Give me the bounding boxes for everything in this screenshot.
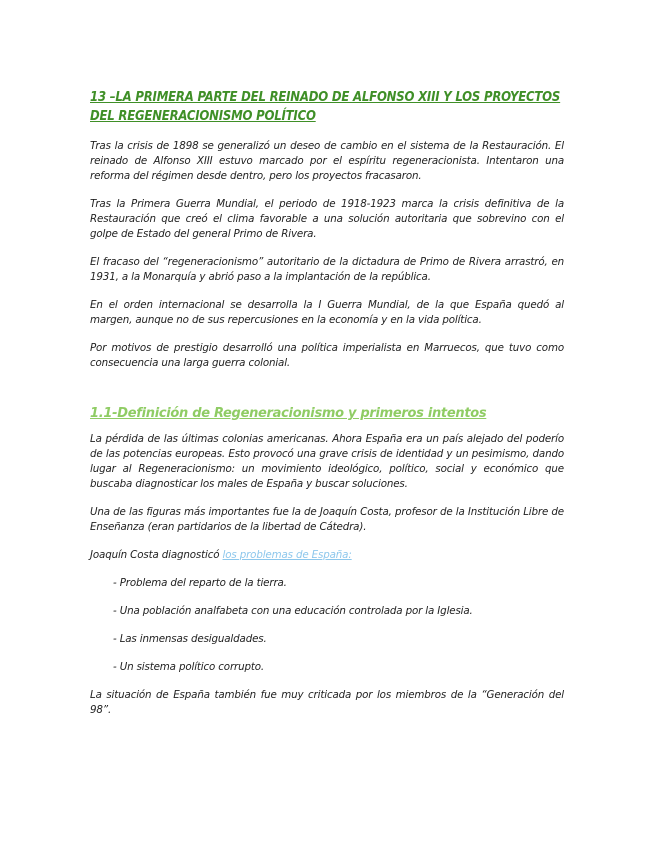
list-item: - Una población analfabeta con una educación controlada por la Iglesia. [113, 605, 473, 617]
intro-paragraph-1: Tras la crisis de 1898 se generalizó un deseo de cambio en el sistema de la Restauración. El reinado de Alfonso XIII estuvo marcado por el espíritu regeneracionista. Intentaron una reforma del régimen desde dentro, pero los proyectos fracasaron. [90, 140, 564, 182]
intro-paragraph-2: Tras la Primera Guerra Mundial, el periodo de 1918-1923 marca la crisis definitiva de la Restauración que creó el clima favorable a una solución autoritaria que sobrevino con el golpe de Estado del general Primo de Rivera. [90, 198, 564, 240]
intro-paragraph-5: Por motivos de prestigio desarrolló una política imperialista en Marruecos, que tuvo como consecuencia una larga guerra colonial. [90, 342, 564, 369]
document-title: 13 –LA PRIMERA PARTE DEL REINADO DE ALFONSO XIII Y LOS PROYECTOS DEL REGENERACIONISMO POLÍTICO [90, 90, 561, 124]
document-page [90, 88, 564, 731]
section-title: 1.1-Definición de Regeneracionismo y primeros intentos [90, 406, 487, 421]
closing-paragraph: La situación de España también fue muy criticada por los miembros de la “Generación del 98”. [90, 689, 564, 716]
list-item: - Las inmensas desigualdades. [113, 633, 267, 645]
section-paragraph-1: La pérdida de las últimas colonias americanas. Ahora España era un país alejado del poderío de las potencias europeas. Esto provocó una grave crisis de identidad y un pesimismo, dando lugar al Regeneracionismo: un movimiento ideológico, político, social y económico que buscaba diagnosticar los males de España y buscar soluciones. [90, 433, 564, 490]
costa-intro-text: Joaquín Costa diagnosticó [90, 549, 223, 561]
intro-paragraph-4: En el orden internacional se desarrolla la I Guerra Mundial, de la que España quedó al margen, aunque no de sus repercusiones en la economía y en la vida política. [90, 299, 564, 326]
intro-paragraph-3: El fracaso del “regeneracionismo” autoritario de la dictadura de Primo de Rivera arrastró, en 1931, a la Monarquía y abrió paso a la implantación de la república. [90, 256, 564, 283]
list-item: - Un sistema político corrupto. [113, 661, 265, 673]
costa-paragraph [90, 548, 564, 563]
problems-link[interactable]: los problemas de España: [222, 549, 352, 561]
section-paragraph-2: Una de las figuras más importantes fue la de Joaquín Costa, profesor de la Institución Libre de Enseñanza (eran partidarios de la libertad de Cátedra). [90, 506, 564, 533]
list-item: - Problema del reparto de la tierra. [113, 577, 287, 589]
problems-list [90, 576, 564, 675]
